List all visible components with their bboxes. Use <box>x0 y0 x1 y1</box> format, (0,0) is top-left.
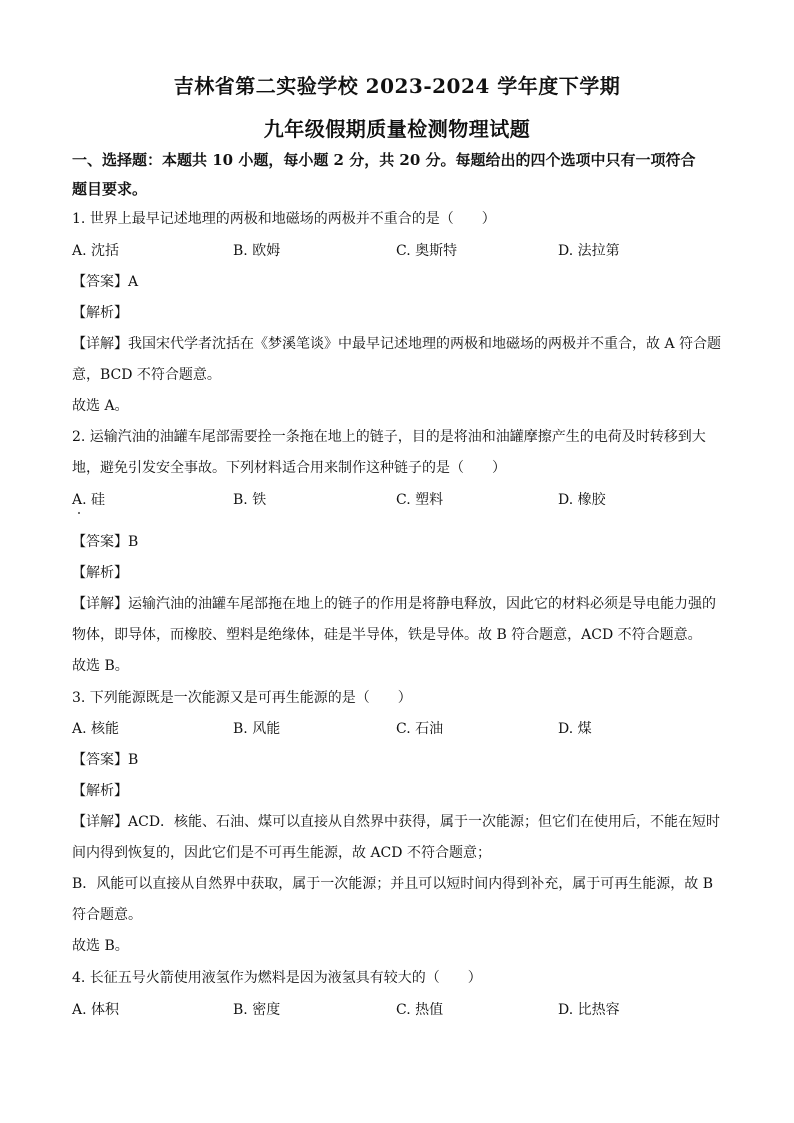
question-1-detail-cont: 意，BCD 不符合题意。 <box>72 367 221 383</box>
question-3-option-d: D. 煤 <box>558 721 592 737</box>
answer-label: 【答案】 <box>72 752 128 768</box>
answer-value: A <box>128 274 139 290</box>
exam-title-line1: 吉林省第二实验学校 2023-2024 学年度下学期 <box>173 74 621 98</box>
question-1-conclusion: 故选 A。 <box>72 398 129 414</box>
question-3-detail <box>72 812 720 832</box>
question-1-option-d: D. 法拉第 <box>558 243 620 259</box>
question-3-detail-cont-3: 符合题意。 <box>72 907 142 923</box>
question-3-analysis-label: 【解析】 <box>72 783 128 799</box>
detail-text: 运输汽油的油罐车尾部拖在地上的链子的作用是将静电释放，因此它的材料必须是导电能力强的 <box>128 596 716 612</box>
answer-label: 【答案】 <box>72 534 128 550</box>
detail-text: ACD．核能、石油、煤可以直接从自然界中获得，属于一次能源；但它们在使用后，不能在短时 <box>128 814 721 830</box>
question-3-detail-cont-2: B．风能可以直接从自然界中获取，属于一次能源；并且可以短时间内得到补充，属于可再生能源，故 B <box>72 876 714 892</box>
detail-label: 【详解】 <box>72 596 128 612</box>
question-4-option-b: B. 密度 <box>233 1002 281 1018</box>
question-3-option-b: B. 风能 <box>233 721 281 737</box>
answer-value: B <box>128 534 139 550</box>
question-2-analysis-label: 【解析】 <box>72 565 128 581</box>
question-1-analysis-label: 【解析】 <box>72 305 128 321</box>
question-3-conclusion: 故选 B。 <box>72 938 129 954</box>
detail-label: 【详解】 <box>72 336 128 352</box>
question-3-detail-cont: 间内得到恢复的，因此它们是不可再生能源，故 ACD 不符合题意； <box>72 845 491 861</box>
question-2-conclusion: 故选 B。 <box>72 658 129 674</box>
question-1-option-c: C. 奥斯特 <box>396 243 458 259</box>
question-1-option-b: B. 欧姆 <box>233 243 281 259</box>
section-heading: 一、选择题：本题共 10 小题，每小题 2 分，共 20 分。每题给出的四个选项中只有一项符合 <box>72 151 696 169</box>
detail-label: 【详解】 <box>72 814 128 830</box>
question-4-option-d: D. 比热容 <box>558 1002 620 1018</box>
question-1-stem: 1. 世界上最早记述地理的两极和地磁场的两极并不重合的是（ ） <box>72 211 496 227</box>
section-heading-cont: 题目要求。 <box>72 180 148 198</box>
exam-title-line2: 九年级假期质量检测物理试题 <box>263 117 531 141</box>
question-3-option-c: C. 石油 <box>396 721 444 737</box>
answer-value: B <box>128 752 139 768</box>
question-4-option-a: A. 体积 <box>72 1002 120 1018</box>
question-1-option-a: A. 沈括 <box>72 243 120 259</box>
question-2-answer <box>72 532 138 552</box>
question-3-stem: 3. 下列能源既是一次能源又是可再生能源的是（ ） <box>72 690 412 706</box>
question-3-answer <box>72 750 138 770</box>
question-2-stem: 2. 运输汽油的油罐车尾部需要拴一条拖在地上的链子，目的是将油和油罐摩擦产生的电荷及时转移到大 <box>72 429 706 445</box>
question-2-detail-cont: 物体，即导体，而橡胶、塑料是绝缘体，硅是半导体，铁是导体。故 B 符合题意，ACD 不符合题意。 <box>72 627 702 643</box>
question-4-option-c: C. 热值 <box>396 1002 444 1018</box>
question-1-detail <box>72 334 721 354</box>
detail-text: 我国宋代学者沈括在《梦溪笔谈》中最早记述地理的两极和地磁场的两极并不重合，故 A 符合题 <box>128 336 722 352</box>
question-2-option-a: A. 硅 <box>72 492 106 508</box>
question-2-stem-cont: 地，避免引发安全事故。下列材料适合用来制作这种链子的是（ ） <box>72 460 506 476</box>
question-4-stem: 4. 长征五号火箭使用液氢作为燃料是因为液氢具有较大的（ ） <box>72 970 482 986</box>
question-1-answer <box>72 272 138 292</box>
answer-label: 【答案】 <box>72 274 128 290</box>
question-2-option-d: D. 橡胶 <box>558 492 606 508</box>
stray-mark <box>78 512 80 514</box>
question-2-detail <box>72 594 716 614</box>
question-2-option-b: B. 铁 <box>233 492 267 508</box>
question-2-option-c: C. 塑料 <box>396 492 444 508</box>
question-3-option-a: A. 核能 <box>72 721 120 737</box>
